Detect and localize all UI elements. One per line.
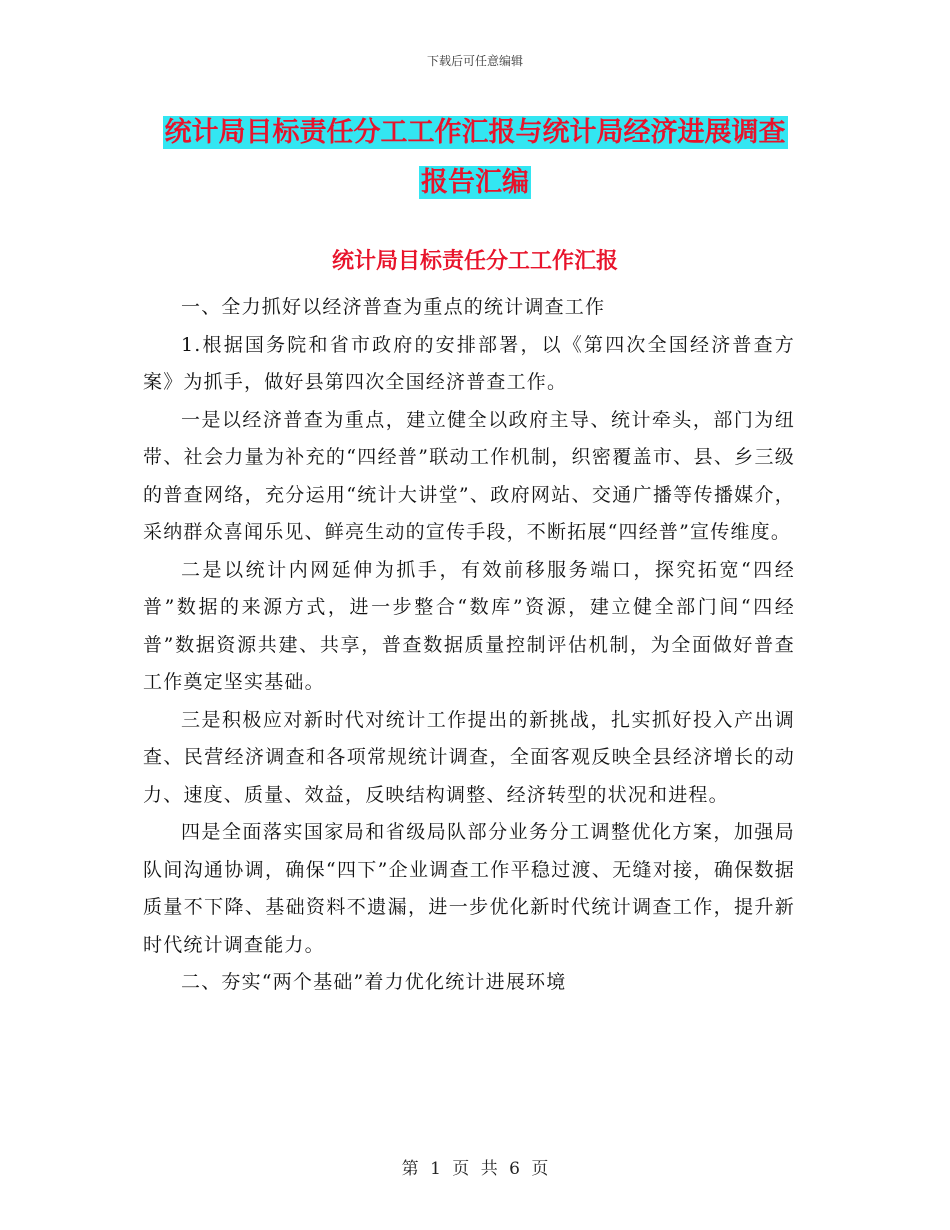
paragraph: 二是以统计内网延伸为抓手，有效前移服务端口，探究拓宽“四经普”数据的来源方式，进一步整合“数库”资源，建立健全部门间“四经普”数据资源共建、共享，普查数据质量控制评估机制，为全面做好普查工作奠定坚实基础。	[143, 558, 795, 693]
header-note: 下载后可任意编辑	[426, 54, 523, 68]
paragraph: 三是积极应对新时代对统计工作提出的新挑战，扎实抓好投入产出调查、民营经济调查和各项常规统计调查，全面客观反映全县经济增长的动力、速度、质量、效益，反映结构调整、经济转型的状况和进程。	[143, 708, 795, 806]
paragraph: 一、全力抓好以经济普查为重点的统计调查工作	[181, 296, 606, 318]
document-body	[143, 289, 795, 1002]
section-title: 统计局目标责任分工工作汇报	[331, 249, 618, 274]
document-title-line-2: 报告汇编	[421, 167, 529, 198]
paragraph: 1.根据国务院和省市政府的安排部署，以《第四次全国经济普查方案》为抓手，做好县第四次全国经济普查工作。	[143, 333, 795, 393]
paragraph: 二、夯实“两个基础”着力优化统计进展环境	[181, 971, 567, 993]
paragraph: 一是以经济普查为重点，建立健全以政府主导、统计牵头，部门为纽带、社会力量为补充的“四经普”联动工作机制，织密覆盖市、县、乡三级的普查网络，充分运用“统计大讲堂”、政府网站、交通广播等传播媒介，采纳群众喜闻乐见、鲜亮生动的宣传手段，不断拓展“四经普”宣传维度。	[143, 408, 795, 543]
document-title	[150, 108, 800, 208]
document-title-line-1: 统计局目标责任分工工作汇报与统计局经济进展调查	[164, 117, 786, 148]
page-footer: 第 1 页 共 6 页	[401, 1159, 549, 1179]
paragraph: 四是全面落实国家局和省级局队部分业务分工调整优化方案，加强局队间沟通协调，确保“四下”企业调查工作平稳过渡、无缝对接，确保数据质量不下降、基础资料不遗漏，进一步优化新时代统计调查工作，提升新时代统计调查能力。	[143, 821, 795, 956]
